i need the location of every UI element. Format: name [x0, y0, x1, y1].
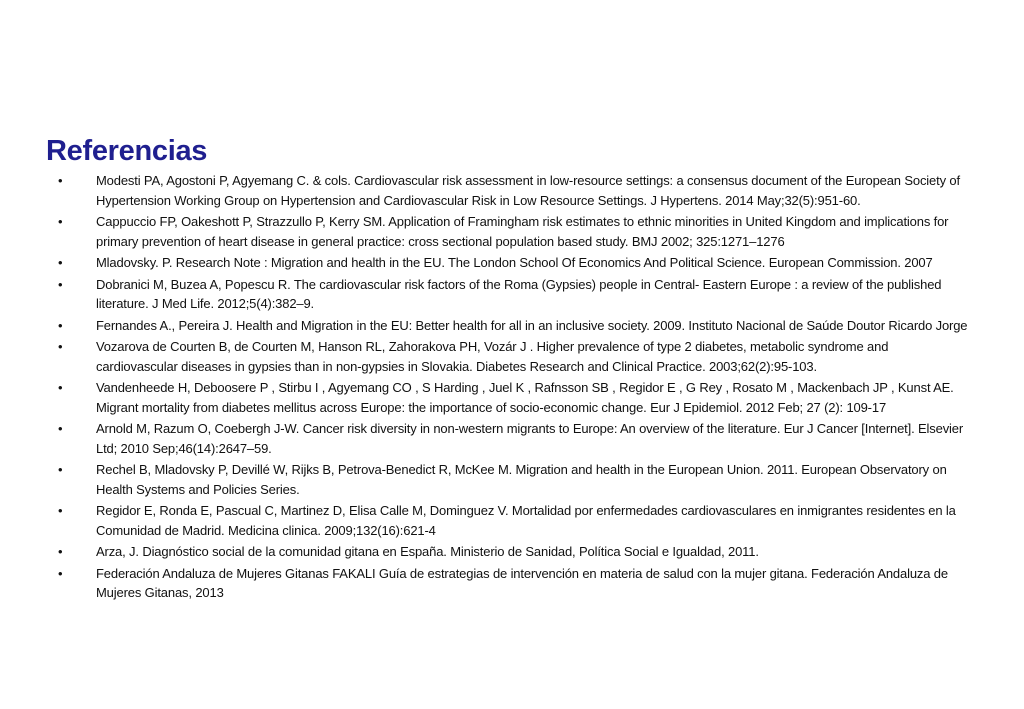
bullet-icon: •	[58, 380, 63, 395]
bullet-icon: •	[58, 544, 63, 559]
reference-text: Arnold M, Razum O, Coebergh J-W. Cancer risk diversity in non-western migrants to Europe: An overview of the literature. Eur J Cancer [Internet]. Elsevier Ltd; 2010 Sep;46(14):2647–59.	[96, 421, 964, 456]
bullet-icon: •	[58, 339, 63, 354]
reference-text: Modesti PA, Agostoni P, Agyemang C. & cols. Cardiovascular risk assessment in low-resource settings: a consensus document of the European Society of Hypertension Working Group on Hypertension and Cardiovascular Risk in Low Resource Settings. J Hypertens. 2014 May;32(5):951-60.	[96, 173, 960, 208]
reference-item	[58, 419, 970, 458]
reference-item	[58, 378, 970, 417]
bullet-icon: •	[58, 421, 63, 436]
reference-text: Vozarova de Courten B, de Courten M, Hanson RL, Zahorakova PH, Vozár J . Higher prevalence of type 2 diabetes, metabolic syndrome and cardiovascular diseases in gypsies than in non-gypsies in Slovakia. Diabetes Research and Clinical Practice. 2003;62(2):95-103.	[96, 339, 889, 374]
bullet-icon: •	[58, 276, 63, 292]
reference-item	[58, 542, 970, 562]
reference-text: Regidor E, Ronda E, Pascual C, Martinez D, Elisa Calle M, Dominguez V. Mortalidad por enfermedades cardiovasculares en inmigrantes residentes en la Comunidad de Madrid. Medicina clinica. 2009;132(16):621-4	[96, 503, 956, 538]
bullet-icon: •	[58, 214, 63, 229]
reference-item	[58, 316, 970, 336]
reference-item	[58, 337, 970, 376]
reference-text: Cappuccio FP, Oakeshott P, Strazzullo P, Kerry SM. Application of Framingham risk estimates to ethnic minorities in United Kingdom and implications for primary prevention of heart disease in general practice: cross sectional population based study. BMJ 2002; 325:1271–1276	[96, 214, 949, 249]
bullet-icon: •	[58, 565, 63, 581]
reference-item	[58, 501, 970, 540]
reference-text: Federación Andaluza de Mujeres Gitanas FAKALI Guía de estrategias de intervención en materia de salud con la mujer gitana. Federación Andaluza de Mujeres Gitanas, 2013	[96, 565, 948, 600]
reference-text: Vandenheede H, Deboosere P , Stirbu I , Agyemang CO , S Harding , Juel K , Rafnsson SB , Regidor E , G Rey , Rosato M , Mackenbach JP , Kunst AE. Migrant mortality from diabetes mellitus across Europe: the importance of socio-economic change. Eur J Epidemiol. 2012 Feb; 27 (2): 109-17	[96, 380, 954, 415]
reference-text: Mladovsky. P. Research Note : Migration and health in the EU. The London School Of Economics And Political Science. European Commission. 2007	[96, 255, 933, 270]
reference-item	[58, 564, 970, 603]
slide-title: Referencias	[46, 135, 208, 167]
bullet-icon: •	[58, 173, 63, 188]
bullet-icon: •	[58, 255, 63, 270]
reference-text: Arza, J. Diagnóstico social de la comunidad gitana en España. Ministerio de Sanidad, Política Social e Igualdad, 2011.	[96, 544, 759, 559]
bullet-icon: •	[58, 317, 63, 333]
reference-list	[58, 171, 970, 605]
reference-item	[58, 460, 970, 499]
bullet-icon: •	[58, 462, 63, 477]
reference-text: Dobranici M, Buzea A, Popescu R. The cardiovascular risk factors of the Roma (Gypsies) people in Central- Eastern Europe : a review of the published literature. J Med Life. 2012;5(4):382–9.	[96, 276, 942, 311]
reference-text: Fernandes A., Pereira J. Health and Migration in the EU: Better health for all in an inclusive society. 2009. Instituto Nacional de Saúde Doutor Ricardo Jorge	[96, 317, 968, 333]
reference-item	[58, 171, 970, 210]
bullet-icon: •	[58, 503, 63, 518]
reference-item	[58, 275, 970, 314]
reference-item	[58, 253, 970, 273]
reference-item	[58, 212, 970, 251]
reference-text: Rechel B, Mladovsky P, Devillé W, Rijks B, Petrova-Benedict R, McKee M. Migration and health in the European Union. 2011. European Observatory on Health Systems and Policies Series.	[96, 462, 947, 497]
